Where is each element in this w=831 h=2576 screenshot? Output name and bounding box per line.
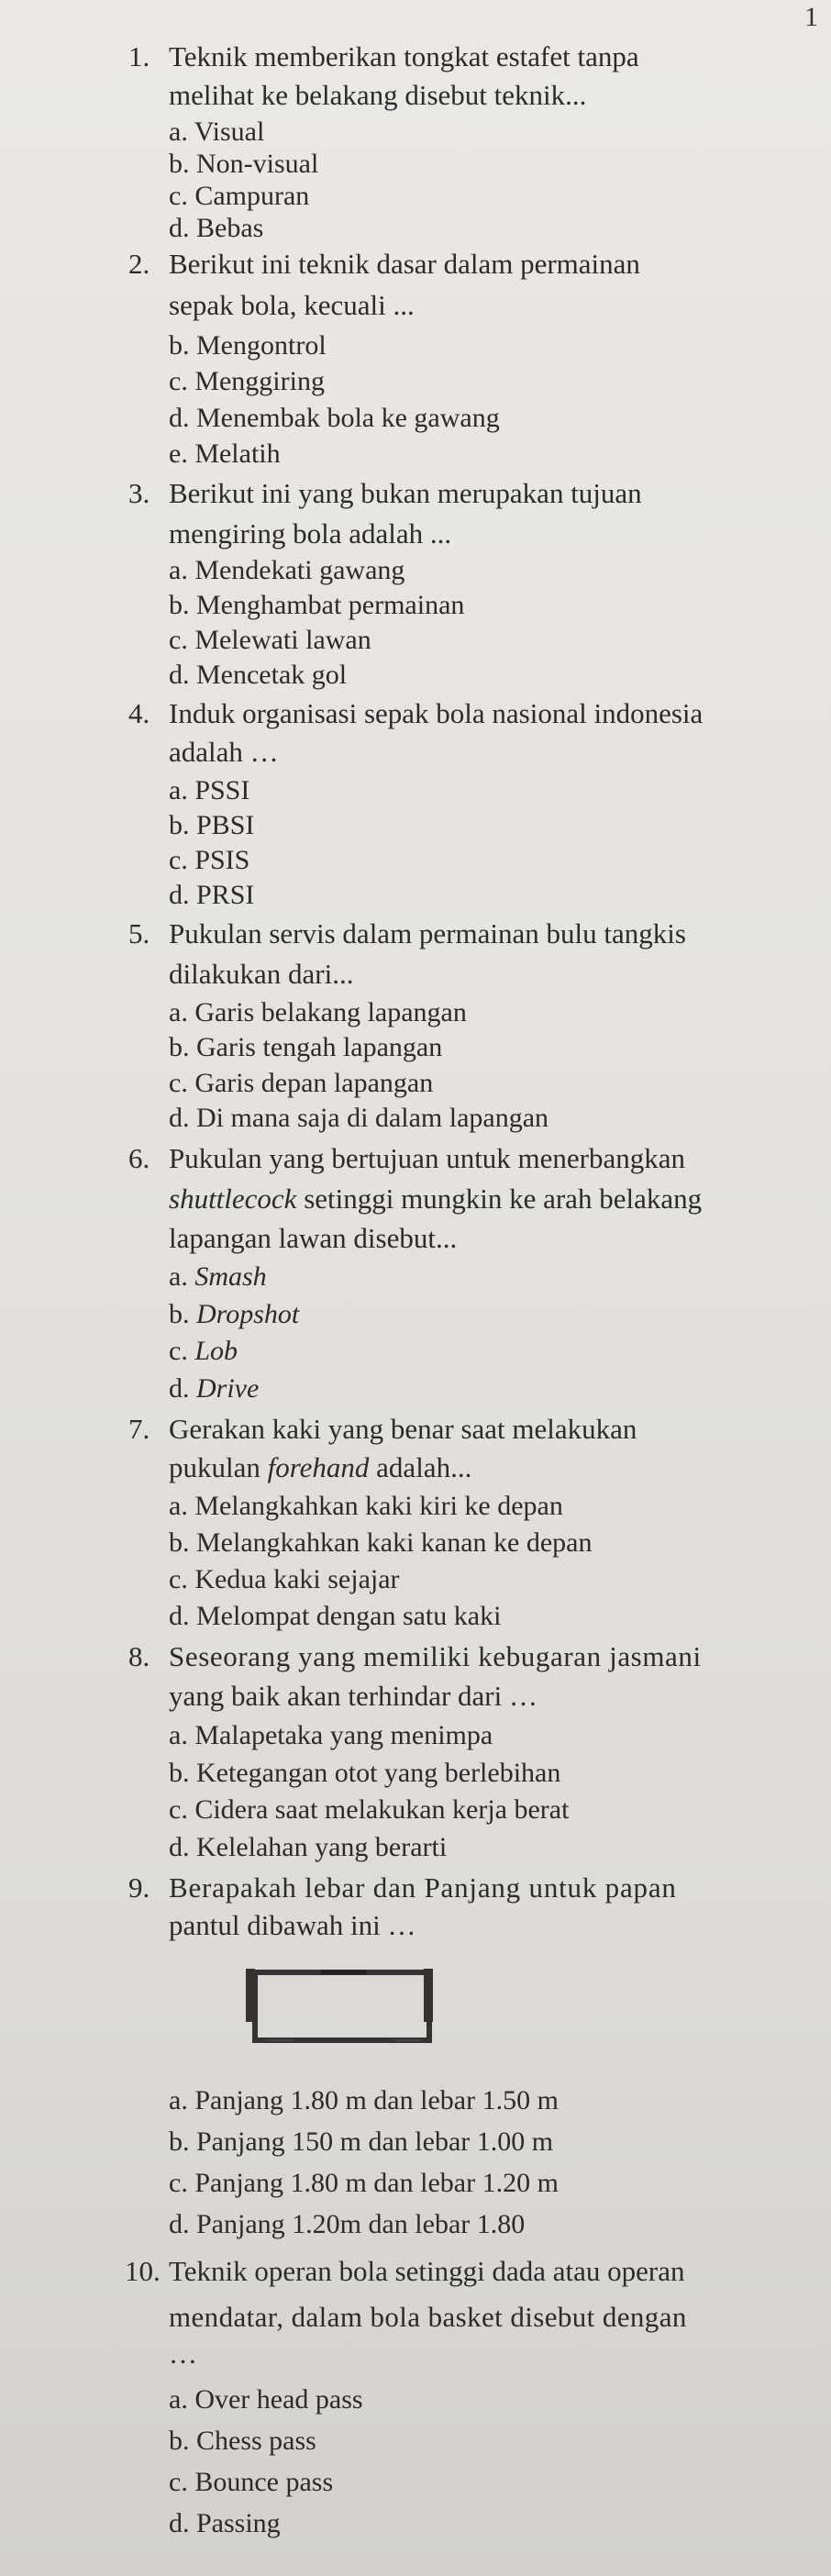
question-text: lapangan lawan disebut... xyxy=(169,1222,458,1254)
answer-option[interactable]: d. Mencetak gol xyxy=(169,660,348,690)
question-text: Berikut ini yang bukan merupakan tujuan xyxy=(169,477,642,509)
question-number: 4. xyxy=(128,697,150,729)
answer-option[interactable]: a. Over head pass xyxy=(169,2384,363,2415)
answer-option[interactable]: d. Passing xyxy=(169,2508,281,2538)
answer-option[interactable]: c. Panjang 1.80 m dan lebar 1.20 m xyxy=(169,2168,559,2198)
answer-option[interactable]: c. Garis depan lapangan xyxy=(169,1068,434,1098)
question-number: 5. xyxy=(128,917,150,949)
question-text: Teknik memberikan tongkat estafet tanpa xyxy=(169,40,639,72)
answer-option[interactable]: a. Melangkahkan kaki kiri ke depan xyxy=(169,1491,563,1521)
answer-option[interactable]: c. Bounce pass xyxy=(169,2467,334,2497)
question-text: dilakukan dari... xyxy=(169,958,354,990)
option-letter: c. xyxy=(169,1336,188,1366)
question-text-prefix: pukulan xyxy=(169,1451,260,1483)
question-number: 10. xyxy=(125,2255,161,2287)
question-text-rest: adalah... xyxy=(376,1451,472,1483)
question-text: Berikut ini teknik dasar dalam permainan xyxy=(169,248,640,280)
answer-option[interactable]: b. Melangkahkan kaki kanan ke depan xyxy=(169,1527,593,1558)
question-text: adalah … xyxy=(169,736,279,768)
answer-option[interactable]: a. Malapetaka yang menimpa xyxy=(169,1720,493,1750)
question-number: 6. xyxy=(128,1142,150,1174)
option-text: Smash xyxy=(194,1261,267,1292)
answer-option[interactable]: b. PBSI xyxy=(169,810,255,840)
answer-option[interactable]: c. Cidera saat melakukan kerja berat xyxy=(169,1794,570,1825)
answer-option[interactable]: c. Campuran xyxy=(169,181,310,211)
question-number: 1. xyxy=(128,40,150,72)
option-letter: d. xyxy=(169,1373,190,1404)
answer-option[interactable]: d. Melompat dengan satu kaki xyxy=(169,1601,502,1631)
question-text-rest: setinggi mungkin ke arah belakang xyxy=(304,1183,703,1215)
question-number: 8. xyxy=(128,1640,150,1672)
answer-option[interactable]: c. Kedua kaki sejajar xyxy=(169,1564,400,1594)
question-text: yang baik akan terhindar dari … xyxy=(169,1680,537,1712)
answer-option[interactable]: e. Melatih xyxy=(169,439,281,469)
answer-option[interactable]: d. Menembak bola ke gawang xyxy=(169,403,500,433)
answer-option[interactable]: b. Menghambat permainan xyxy=(169,590,465,620)
option-letter: a. xyxy=(169,1261,188,1292)
answer-option[interactable]: a. Panjang 1.80 m dan lebar 1.50 m xyxy=(169,2085,559,2115)
answer-option[interactable]: a. Garis belakang lapangan xyxy=(169,997,467,1027)
page-corner-mark: 1 xyxy=(804,2,818,32)
answer-option[interactable]: a. Visual xyxy=(169,117,265,147)
question-text: pantul dibawah ini … xyxy=(169,1909,416,1941)
answer-option[interactable]: b. Panjang 150 m dan lebar 1.00 m xyxy=(169,2126,554,2157)
question-number: 3. xyxy=(128,477,150,509)
answer-option[interactable]: d. Panjang 1.20m dan lebar 1.80 xyxy=(169,2209,526,2239)
question-text: sepak bola, kecuali ... xyxy=(169,289,415,321)
answer-option[interactable]: a. Mendekati gawang xyxy=(169,555,405,585)
answer-option[interactable]: d. PRSI xyxy=(169,880,255,910)
answer-option[interactable]: b. Mengontrol xyxy=(169,330,327,361)
question-number: 2. xyxy=(128,248,150,280)
italic-term: forehand xyxy=(267,1451,370,1483)
answer-option[interactable]: c. Menggiring xyxy=(169,366,325,396)
answer-option[interactable]: c. Melewati lawan xyxy=(169,625,371,655)
option-letter: b. xyxy=(169,1299,190,1329)
question-text: Teknik operan bola setinggi dada atau operan xyxy=(169,2255,685,2287)
answer-option[interactable]: c. PSIS xyxy=(169,845,250,875)
answer-option[interactable]: d. Bebas xyxy=(169,213,264,243)
option-text: Drive xyxy=(196,1373,260,1404)
question-text: melihat ke belakang disebut teknik... xyxy=(169,79,587,111)
answer-option[interactable]: a. PSSI xyxy=(169,775,250,805)
question-number: 9. xyxy=(128,1871,150,1904)
question-text: Berapakah lebar dan Panjang untuk papan xyxy=(169,1871,677,1904)
answer-option[interactable]: b. Ketegangan otot yang berlebihan xyxy=(169,1758,561,1788)
question-text: … xyxy=(169,2337,197,2370)
italic-term: shuttlecock xyxy=(169,1183,297,1215)
backboard-left-post xyxy=(246,1969,255,2022)
question-text: Pukulan yang bertujuan untuk menerbangkan xyxy=(169,1142,686,1174)
question-text: Gerakan kaki yang benar saat melakukan xyxy=(169,1413,637,1445)
answer-option[interactable]: b. Garis tengah lapangan xyxy=(169,1032,443,1062)
backboard-drawing xyxy=(246,1969,433,2040)
answer-option[interactable]: b. Chess pass xyxy=(169,2426,316,2456)
answer-option[interactable]: d. Di mana saja di dalam lapangan xyxy=(169,1103,549,1133)
question-text: Seseorang yang memiliki kebugaran jasmani xyxy=(169,1640,702,1672)
answer-option[interactable]: b. Non-visual xyxy=(169,149,319,179)
question-text: mendatar, dalam bola basket disebut dengan xyxy=(169,2301,687,2333)
question-text: mengiring bola adalah ... xyxy=(169,517,452,550)
backboard-right-post xyxy=(424,1969,433,2022)
option-text: Dropshot xyxy=(196,1299,300,1329)
question-text: Pukulan servis dalam permainan bulu tangkis xyxy=(169,917,686,949)
question-number: 7. xyxy=(128,1413,150,1445)
answer-option[interactable]: d. Kelelahan yang berarti xyxy=(169,1832,448,1862)
question-text: Induk organisasi sepak bola nasional indonesia xyxy=(169,697,704,729)
option-text: Lob xyxy=(194,1336,238,1366)
backboard-frame xyxy=(255,1972,429,2040)
